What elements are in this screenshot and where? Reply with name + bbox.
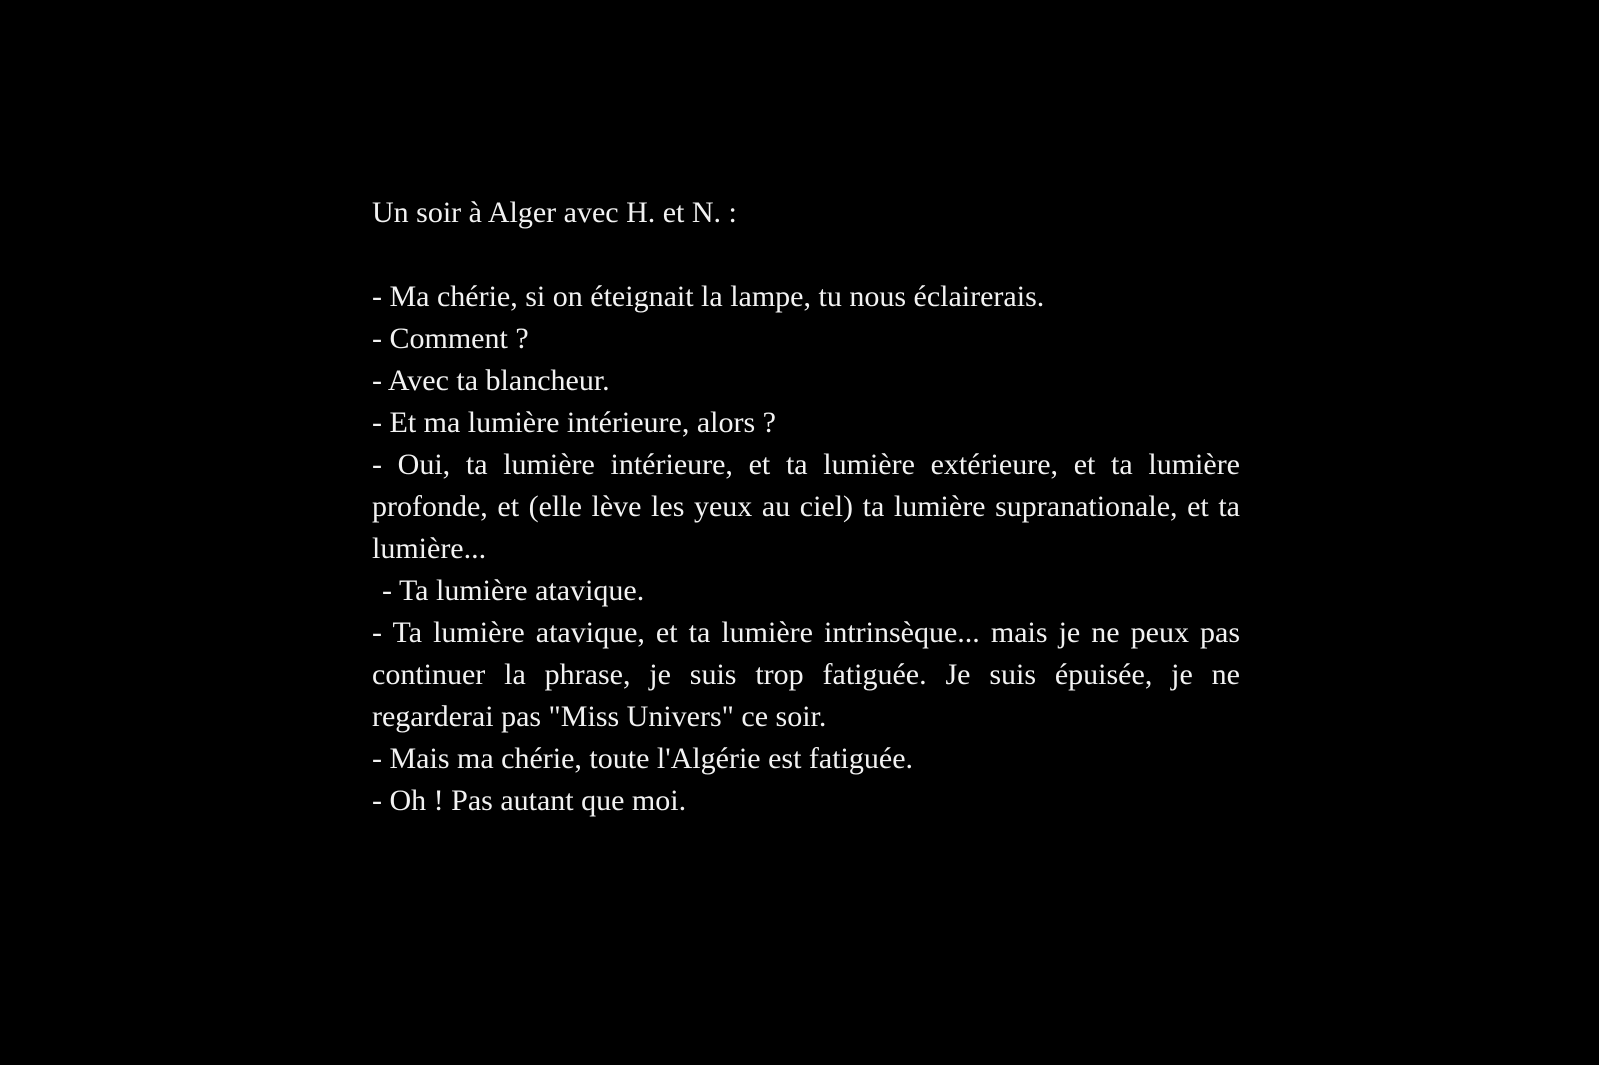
dialogue-text-block — [372, 192, 1240, 822]
dialogue-line: - Ta lumière atavique. — [382, 574, 645, 607]
dialogue-line: - Oui, ta lumière intérieure, et ta lumière extérieure, et ta lumière profonde, et (elle lève les yeux au ciel) ta lumière supranationale, et ta lumière... — [372, 448, 1240, 565]
dialogue-line: - Et ma lumière intérieure, alors ? — [372, 406, 776, 439]
dialogue-line: - Mais ma chérie, toute l'Algérie est fatiguée. — [372, 742, 914, 775]
dialogue-line: - Avec ta blancheur. — [372, 364, 610, 397]
dialogue-line: - Comment ? — [372, 322, 529, 355]
dialogue-line: - Oh ! Pas autant que moi. — [372, 784, 687, 817]
blank-line — [372, 234, 1240, 276]
dialogue-line: - Ta lumière atavique, et ta lumière intrinsèque... mais je ne peux pas continuer la phrase, je suis trop fatiguée. Je suis épuisée, je ne regarderai pas "Miss Univers" ce soir. — [372, 616, 1240, 733]
dialogue-line: - Ma chérie, si on éteignait la lampe, tu nous éclairerais. — [372, 280, 1045, 313]
dialogue-heading: Un soir à Alger avec H. et N. : — [372, 196, 737, 229]
